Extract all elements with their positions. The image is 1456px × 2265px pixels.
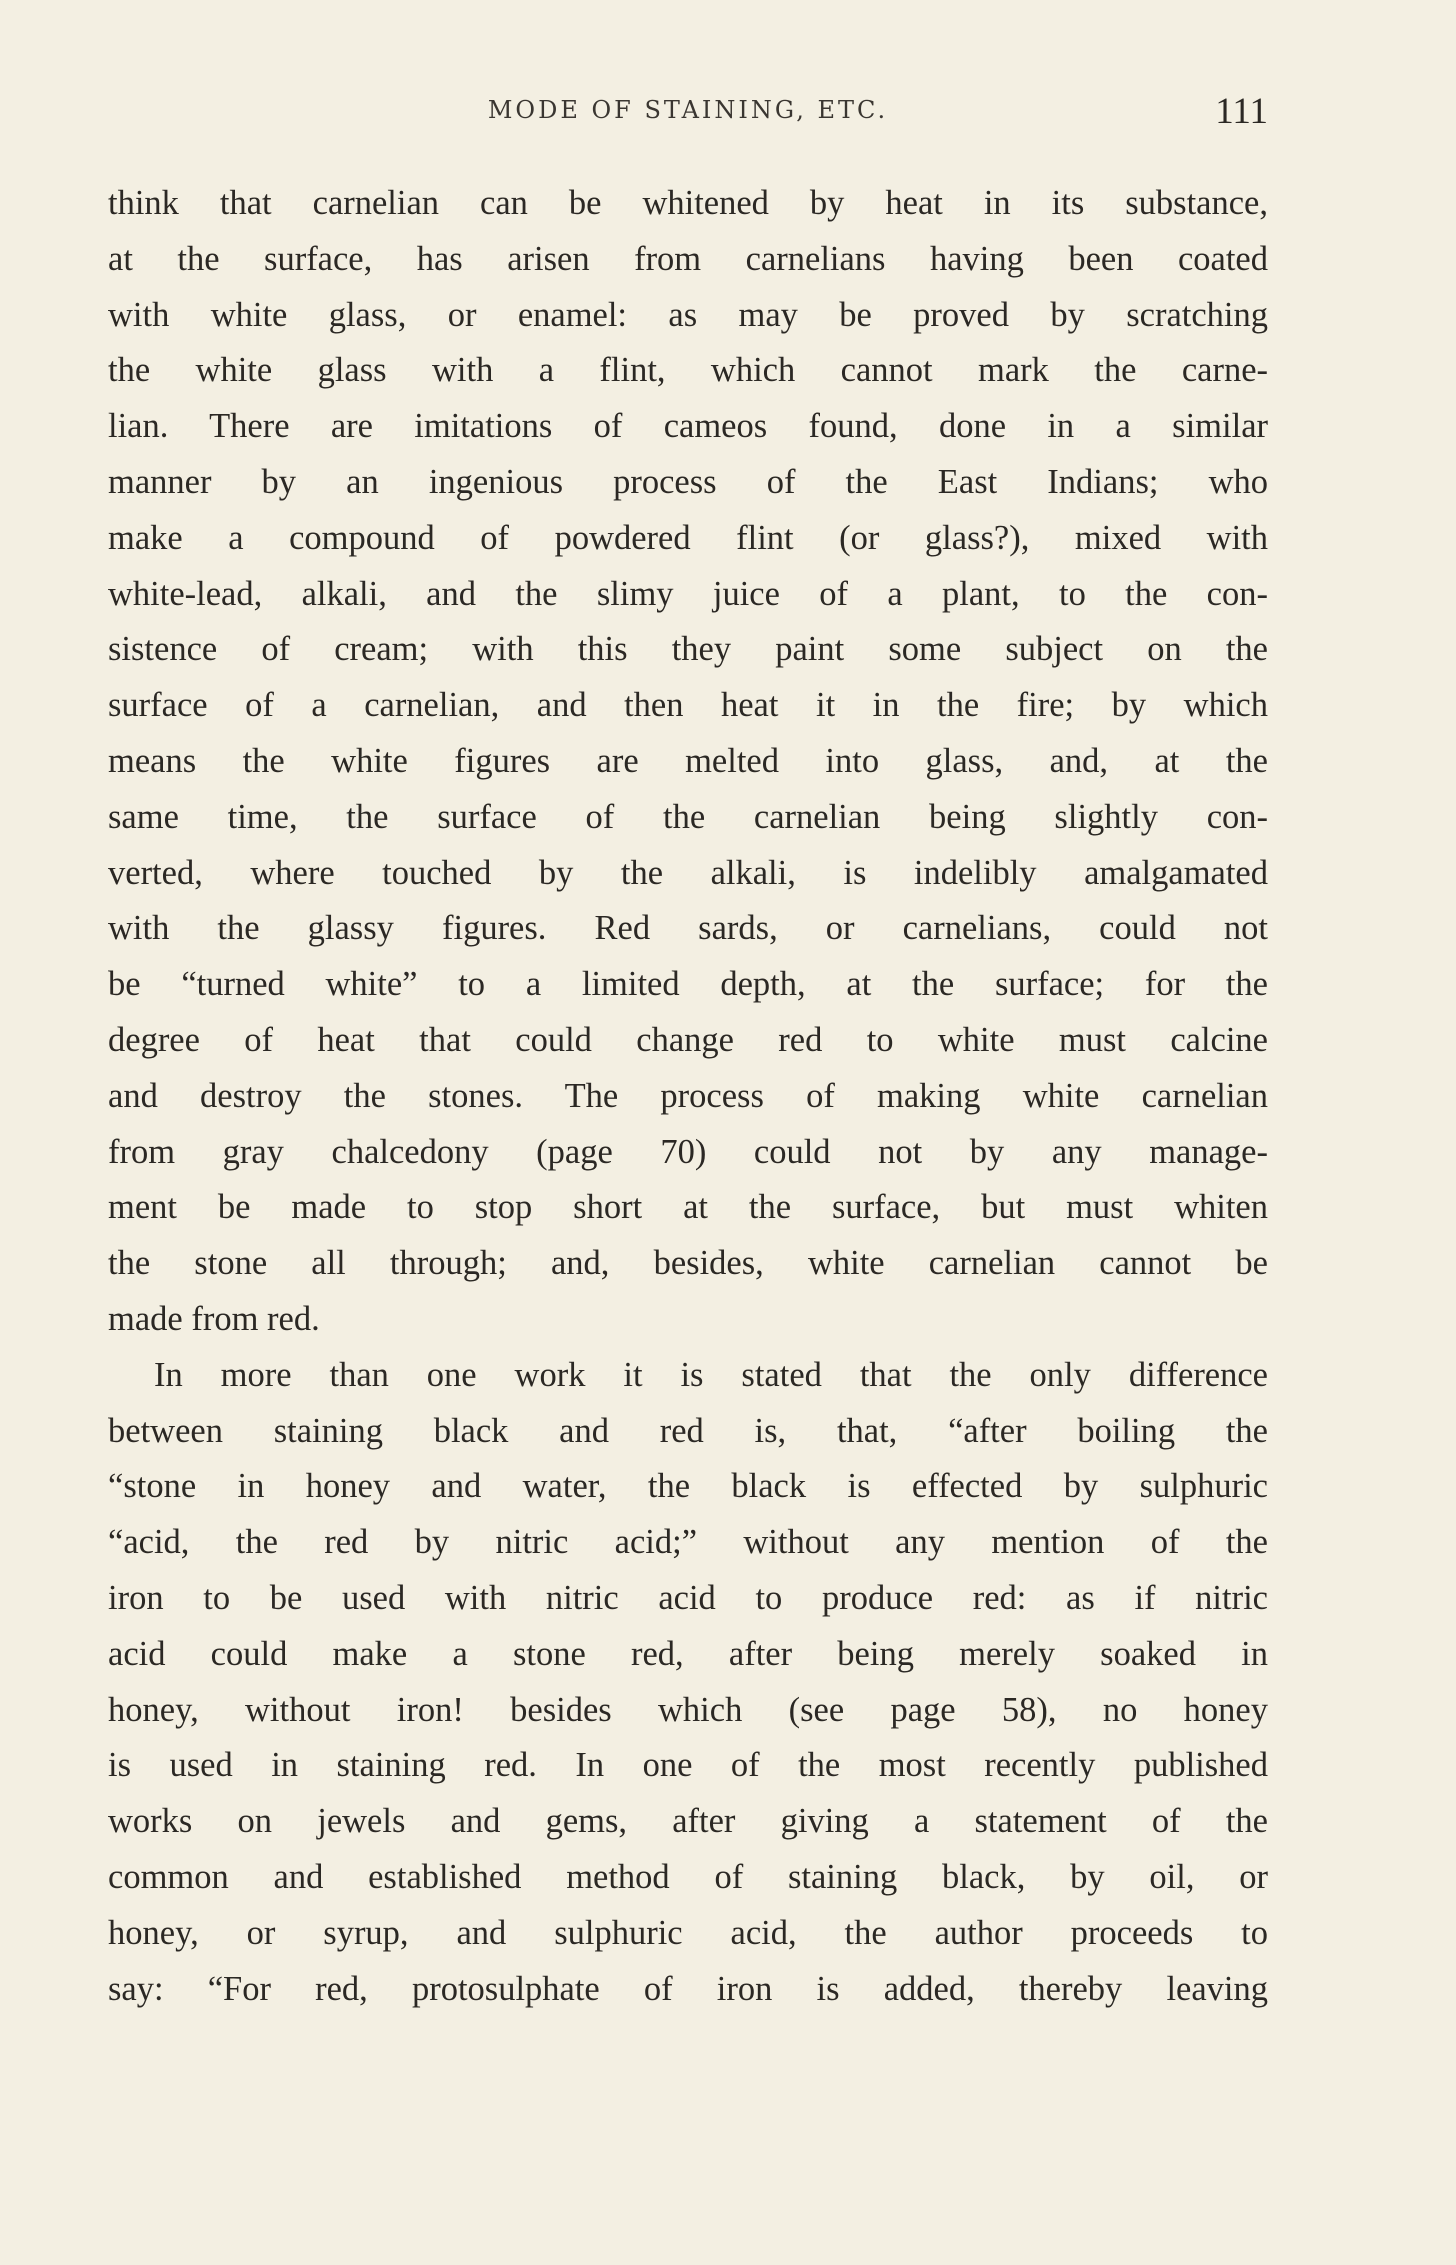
text-line: say: “For red, protosulphate of iron is added, thereby leaving bbox=[108, 1969, 1268, 2008]
text-line: acid could make a stone red, after being merely soaked in bbox=[108, 1634, 1268, 1673]
text-line: lian. There are imitations of cameos found, done in a similar bbox=[108, 407, 1268, 446]
text-line: ment be made to stop short at the surface, but must whiten bbox=[108, 1188, 1268, 1227]
text-line: honey, without iron! besides which (see page 58), no honey bbox=[108, 1690, 1268, 1729]
text-line: degree of heat that could change red to white must calcine bbox=[108, 1020, 1268, 1059]
text-line: white-lead, alkali, and the slimy juice of a plant, to the con- bbox=[108, 574, 1268, 613]
text-line: manner by an ingenious process of the East Indians; who bbox=[108, 462, 1268, 501]
text-line: “acid, the red by nitric acid;” without any mention of the bbox=[108, 1523, 1268, 1562]
text-line: verted, where touched by the alkali, is indelibly amalgamated bbox=[108, 853, 1268, 892]
text-line: means the white figures are melted into glass, and, at the bbox=[108, 741, 1268, 780]
text-line: sistence of cream; with this they paint some subject on the bbox=[108, 630, 1268, 669]
text-line: with the glassy figures. Red sards, or carnelians, could not bbox=[108, 909, 1268, 948]
running-title: MODE OF STAINING, ETC. bbox=[487, 96, 889, 124]
text-line: make a compound of powdered flint (or glass?), mixed with bbox=[108, 518, 1268, 557]
text-line: from gray chalcedony (page 70) could not by any manage- bbox=[108, 1132, 1268, 1171]
text-line: same time, the surface of the carnelian being slightly con- bbox=[108, 797, 1268, 836]
text-line: is used in staining red. In one of the most recently published bbox=[108, 1746, 1268, 1785]
body-text bbox=[108, 176, 1268, 2017]
text-line: “stone in honey and water, the black is effected by sulphuric bbox=[108, 1467, 1268, 1506]
text-line: made from red. bbox=[108, 1299, 320, 1338]
text-line: In more than one work it is stated that the only difference bbox=[154, 1355, 1268, 1394]
text-line: the white glass with a flint, which cannot mark the carne- bbox=[108, 351, 1268, 390]
text-line: works on jewels and gems, after giving a statement of the bbox=[108, 1802, 1268, 1841]
text-line: and destroy the stones. The process of making white carnelian bbox=[108, 1076, 1268, 1115]
text-line: think that carnelian can be whitened by heat in its substance, bbox=[108, 184, 1268, 222]
text-line: common and established method of staining black, by oil, or bbox=[108, 1857, 1268, 1896]
text-line: honey, or syrup, and sulphuric acid, the author proceeds to bbox=[108, 1913, 1268, 1952]
text-line: surface of a carnelian, and then heat it in the fire; by which bbox=[108, 686, 1268, 725]
page-number: 111 bbox=[1215, 91, 1268, 132]
text-line: iron to be used with nitric acid to produce red: as if nitric bbox=[108, 1578, 1268, 1617]
text-line: with white glass, or enamel: as may be proved by scratching bbox=[108, 295, 1268, 334]
running-head bbox=[108, 92, 1268, 132]
text-line: the stone all through; and, besides, white carnelian cannot be bbox=[108, 1244, 1268, 1283]
text-line: at the surface, has arisen from carnelians having been coated bbox=[108, 239, 1268, 278]
text-line: between staining black and red is, that, “after boiling the bbox=[108, 1411, 1268, 1450]
text-line: be “turned white” to a limited depth, at the surface; for the bbox=[108, 965, 1268, 1004]
